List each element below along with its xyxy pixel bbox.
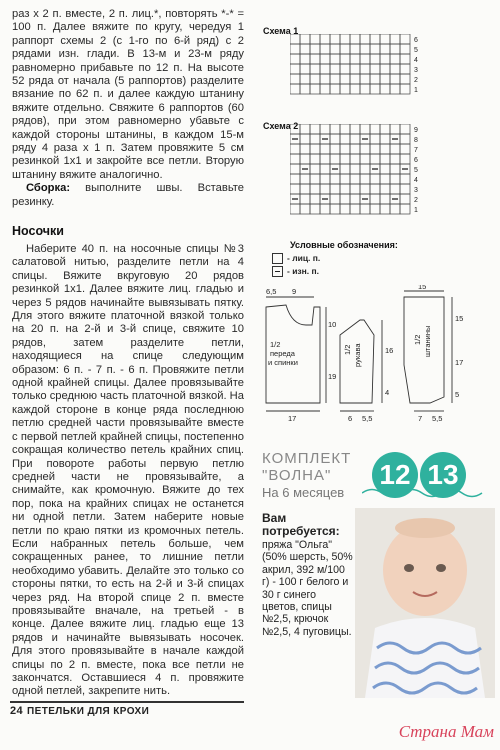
schema-cell bbox=[340, 74, 350, 84]
schema-row-number: 6 bbox=[414, 37, 418, 44]
schema-cell bbox=[370, 194, 380, 204]
schema-cell bbox=[400, 74, 410, 84]
schema-cell bbox=[370, 84, 380, 94]
schema-cell bbox=[310, 84, 320, 94]
front-top-1: 6,5 bbox=[266, 287, 277, 296]
front-label-3: и спинки bbox=[268, 358, 298, 367]
schema-cell bbox=[310, 134, 320, 144]
schema-cell bbox=[290, 144, 300, 154]
schema-cell bbox=[380, 84, 390, 94]
page-footer bbox=[10, 701, 244, 717]
schema-cell bbox=[340, 44, 350, 54]
schema-cell bbox=[400, 54, 410, 64]
schema-cell bbox=[360, 54, 370, 64]
schema-cell bbox=[350, 134, 360, 144]
socks-heading: Носочки bbox=[12, 224, 64, 238]
pants-label-2: штанины bbox=[423, 325, 432, 357]
schema-cell bbox=[300, 34, 310, 44]
sleeve-label-1: 1/2 bbox=[343, 344, 352, 355]
purl-symbol-icon bbox=[272, 266, 283, 277]
schema-cell bbox=[380, 34, 390, 44]
schema-cell bbox=[320, 154, 330, 164]
schema-row-number: 4 bbox=[414, 57, 418, 64]
schema-cell bbox=[400, 154, 410, 164]
schema-cell bbox=[320, 84, 330, 94]
schema1-title: Схема 1 bbox=[263, 26, 299, 36]
schema-cell bbox=[360, 84, 370, 94]
schema-cell bbox=[310, 144, 320, 154]
schema-cell bbox=[360, 74, 370, 84]
schema-cell bbox=[380, 64, 390, 74]
schema-cell bbox=[350, 124, 360, 134]
pants-bottom-1: 7 bbox=[418, 414, 423, 423]
schema2-title: Схема 2 bbox=[263, 121, 299, 131]
schema-cell bbox=[330, 184, 340, 194]
schema-cell bbox=[290, 124, 300, 134]
schema-cell bbox=[380, 184, 390, 194]
schema-cell bbox=[340, 154, 350, 164]
schema-cell bbox=[290, 184, 300, 194]
schema-cell bbox=[370, 74, 380, 84]
paragraph-pants: раз х 2 п. вместе, 2 п. лиц.*, повторять *-* = 100 п. Далее вяжите по кругу, чередуя 1 раппорт схемы 2 (с 1-го по 6-й ряд) с 2 рядами изн. глади. В 13-м и 23-м ряду равномерно прибавьте по 12 п. На высоте 52 ряда от начала (5 раппортов) разделите вязание по 62 п. и далее каждую штанину вяжите отдельно. Свяжите 6 раппортов (60 рядов), при этом равномерно убавьте с каждой стороны штанины, в каждом 15-м ряду 4 раза х 1 п. Затем провяжите 5 см резинкой 1x1 и закройте все петли. Вторую штанину вяжите аналогично. bbox=[12, 8, 244, 181]
schema-cell bbox=[340, 174, 350, 184]
schema-cell bbox=[380, 124, 390, 134]
schema-cell bbox=[350, 154, 360, 164]
schema-cell bbox=[330, 124, 340, 134]
schema-cell bbox=[310, 34, 320, 44]
schema-cell bbox=[300, 134, 310, 144]
schema-cell bbox=[300, 204, 310, 214]
schema-cell bbox=[340, 144, 350, 154]
schema-cell bbox=[340, 164, 350, 174]
schema-cell bbox=[380, 144, 390, 154]
schema-cell bbox=[390, 174, 400, 184]
schema-cell bbox=[360, 34, 370, 44]
schema-cell bbox=[360, 184, 370, 194]
schema-cell bbox=[290, 54, 300, 64]
schema-cell bbox=[360, 144, 370, 154]
schema-row-number: 6 bbox=[414, 157, 418, 164]
sleeve-right-2: 4 bbox=[385, 388, 390, 397]
schema-row-number: 2 bbox=[414, 77, 418, 84]
sleeve-right-1: 16 bbox=[385, 346, 394, 355]
paragraph-socks: Наберите 40 п. на носочные спицы №3 салатовой нитью, разделите петли на 4 спицы. Вяжите вкруговую 20 рядов резинкой 1x1. Далее вяжите лиц. гладью и через 5 рядов начинайте вывязывать пятку. Для этого вяжите платочной вязкой только на 20 п. на 2-й и 3-й спице, свяжите 10 рядов, затем разделите петли, находящиеся на спице следующим образом: 6 п. - 7 п. - 6 п. Провяжите петли одной крайней спицы. Далее провязывайте только среднюю часть платочной вязкой. На каждой стороне в конце ряда последнюю петлю средней части провязывайте вместе с первой петлей крайней спицы, постепенно сокращая количество петель крайних спиц. При повороте работы первую петлю средней части не провязывайте, а снимайте, как кромочную. Вяжите до тех пор, пока на крайних спицах не останется ни одной петли. Затем наберите новые петли по краю пятки из кромочных петель. Если набранных петель больше, чем сокращенных ранее, то лишние петли необходимо убавить. Делайте это только со стороны пятки, то есть на 2-й и 3-й спицах через ряд. На второй спице 2 п. вместе провязывайте вначале, на третьей - в конце. Далее вяжите лиц. гладью еще 13 рядов и начинайте вывязывать носочек. Для этого провязывайте в начале каждой спицы по 2 п. вместе, пока все петли не закончатся. Оставшиеся 4 п. провяжите одной петлей, закрепите нить. bbox=[12, 243, 244, 698]
schema-cell bbox=[390, 204, 400, 214]
schema-cell bbox=[300, 144, 310, 154]
sleeve-bottom-2: 5,5 bbox=[362, 414, 373, 423]
schema-cell bbox=[370, 44, 380, 54]
schema-cell bbox=[340, 124, 350, 134]
schema-cell bbox=[310, 54, 320, 64]
schema-cell bbox=[370, 34, 380, 44]
legend-purl: - изн. п. bbox=[272, 266, 319, 277]
front-label-1: 1/2 bbox=[270, 340, 281, 349]
schema-cell bbox=[300, 44, 310, 54]
schema-cell bbox=[370, 154, 380, 164]
sleeve-bottom-1: 6 bbox=[348, 414, 353, 423]
front-right-1: 10 bbox=[328, 320, 337, 329]
schema-cell bbox=[290, 64, 300, 74]
schema-row-number: 5 bbox=[414, 167, 418, 174]
schema-cell bbox=[290, 154, 300, 164]
schema-cell bbox=[380, 134, 390, 144]
schema-cell bbox=[320, 144, 330, 154]
schema-cell bbox=[320, 164, 330, 174]
schema-cell bbox=[350, 204, 360, 214]
schema-row-number: 8 bbox=[414, 137, 418, 144]
schema-cell bbox=[390, 84, 400, 94]
schema-cell bbox=[310, 184, 320, 194]
schema-cell bbox=[300, 64, 310, 74]
schema-cell bbox=[330, 54, 340, 64]
badge-size-12: 12 bbox=[372, 452, 418, 498]
schema-cell bbox=[390, 124, 400, 134]
materials-heading: Вам потребуется: bbox=[262, 511, 340, 538]
schema-cell bbox=[340, 134, 350, 144]
schema-cell bbox=[300, 174, 310, 184]
materials-box bbox=[262, 512, 354, 638]
schema-cell bbox=[300, 184, 310, 194]
page-number: 24 bbox=[10, 705, 24, 717]
schema-cell bbox=[350, 54, 360, 64]
schema-cell bbox=[290, 84, 300, 94]
pants-right-2: 17 bbox=[455, 358, 464, 367]
pants-right-3: 5 bbox=[455, 390, 460, 399]
schema-cell bbox=[390, 154, 400, 164]
schema-cell bbox=[320, 184, 330, 194]
schema-cell bbox=[300, 54, 310, 64]
schema-cell bbox=[380, 154, 390, 164]
schema-cell bbox=[380, 54, 390, 64]
schema-cell bbox=[390, 44, 400, 54]
schema-cell bbox=[290, 74, 300, 84]
schema-cell bbox=[290, 204, 300, 214]
schema-cell bbox=[310, 174, 320, 184]
schema-cell bbox=[350, 164, 360, 174]
schema-cell bbox=[330, 154, 340, 164]
schema-cell bbox=[320, 34, 330, 44]
schema-cell bbox=[320, 64, 330, 74]
schema-row-number: 2 bbox=[414, 197, 418, 204]
schema-row-number: 3 bbox=[414, 187, 418, 194]
site-watermark: Страна Мам bbox=[398, 722, 494, 741]
schema-cell bbox=[400, 204, 410, 214]
schema-cell bbox=[400, 64, 410, 74]
front-top-2: 9 bbox=[292, 287, 297, 296]
baby-photo bbox=[355, 508, 495, 698]
schema-cell bbox=[330, 194, 340, 204]
schema-cell bbox=[320, 44, 330, 54]
schema-cell bbox=[330, 84, 340, 94]
schema-cell bbox=[310, 64, 320, 74]
schema-cell bbox=[370, 124, 380, 134]
pants-bottom-2: 5,5 bbox=[432, 414, 443, 423]
schema-cell bbox=[390, 144, 400, 154]
schema-cell bbox=[330, 204, 340, 214]
schema-cell bbox=[380, 74, 390, 84]
materials-text: пряжа "Ольга" (50% шерсть, 50% акрил, 392 м/100 г) - 100 г белого и 30 г синего цветов, спицы №2,5, крючок №2,5, 4 пуговицы. bbox=[262, 539, 353, 638]
schema-row-number: 3 bbox=[414, 67, 418, 74]
front-label-2: переда bbox=[270, 349, 295, 358]
schema-row-number: 4 bbox=[414, 177, 418, 184]
schema-cell bbox=[360, 64, 370, 74]
schema-cell bbox=[310, 194, 320, 204]
schema2-grid bbox=[290, 124, 430, 224]
schema-cell bbox=[390, 54, 400, 64]
schema-cell bbox=[400, 174, 410, 184]
schema-cell bbox=[370, 64, 380, 74]
schema-cell bbox=[350, 64, 360, 74]
schema-cell bbox=[370, 204, 380, 214]
schema-cell bbox=[330, 44, 340, 54]
schema-cell bbox=[320, 74, 330, 84]
schema-cell bbox=[400, 194, 410, 204]
schema-cell bbox=[350, 84, 360, 94]
schema-cell bbox=[320, 174, 330, 184]
schema-cell bbox=[350, 194, 360, 204]
magazine-title: ПЕТЕЛЬКИ ДЛЯ КРОХИ bbox=[27, 706, 150, 717]
knit-symbol-icon bbox=[272, 253, 283, 264]
schema-row-number: 5 bbox=[414, 47, 418, 54]
schema-cell bbox=[350, 34, 360, 44]
schema-cell bbox=[390, 34, 400, 44]
sleeve-label-2: рукава bbox=[353, 343, 362, 367]
instructions-socks bbox=[12, 243, 244, 699]
schema-cell bbox=[330, 174, 340, 184]
schema-cell bbox=[340, 84, 350, 94]
schema-cell bbox=[300, 74, 310, 84]
schema-cell bbox=[370, 184, 380, 194]
schema-cell bbox=[340, 64, 350, 74]
schema-cell bbox=[380, 174, 390, 184]
schema-cell bbox=[330, 74, 340, 84]
schema-cell bbox=[360, 154, 370, 164]
pattern-drawings bbox=[254, 285, 500, 435]
schema-cell bbox=[360, 124, 370, 134]
schema-cell bbox=[300, 154, 310, 164]
schema-cell bbox=[310, 44, 320, 54]
badge-size-13: 13 bbox=[420, 452, 466, 498]
schema-cell bbox=[300, 84, 310, 94]
schema-cell bbox=[330, 134, 340, 144]
assembly-text: выполните швы. Вставьте резинку. bbox=[12, 182, 244, 208]
schema-cell bbox=[330, 34, 340, 44]
schema-cell bbox=[390, 164, 400, 174]
legend-knit: - лиц. п. bbox=[272, 253, 320, 264]
schema-cell bbox=[300, 124, 310, 134]
schema-cell bbox=[310, 204, 320, 214]
pants-label-1: 1/2 bbox=[413, 334, 422, 345]
schema-cell bbox=[350, 44, 360, 54]
schema-cell bbox=[290, 174, 300, 184]
schema-cell bbox=[390, 64, 400, 74]
schema-cell bbox=[370, 144, 380, 154]
schema-cell bbox=[390, 184, 400, 194]
schema-cell bbox=[390, 74, 400, 84]
kit-subtitle: На 6 месяцев bbox=[262, 485, 345, 500]
schema-cell bbox=[310, 154, 320, 164]
schema-cell bbox=[340, 184, 350, 194]
schema-cell bbox=[340, 204, 350, 214]
paragraph-assembly bbox=[12, 182, 244, 209]
schema-cell bbox=[360, 44, 370, 54]
schema-cell bbox=[400, 34, 410, 44]
schema-cell bbox=[400, 44, 410, 54]
schema-cell bbox=[370, 134, 380, 144]
schema-cell bbox=[350, 74, 360, 84]
schema-cell bbox=[290, 44, 300, 54]
assembly-label: Сборка: bbox=[26, 182, 71, 195]
instructions-top bbox=[12, 8, 244, 209]
schema-cell bbox=[320, 124, 330, 134]
schema-row-number: 7 bbox=[414, 147, 418, 154]
schema-cell bbox=[340, 54, 350, 64]
schema-row-number: 1 bbox=[414, 87, 418, 94]
schema-cell bbox=[290, 34, 300, 44]
schema-cell bbox=[320, 54, 330, 64]
legend-title: Условные обозначения: bbox=[290, 240, 398, 250]
schema-cell bbox=[380, 164, 390, 174]
schema-cell bbox=[290, 164, 300, 174]
schema-cell bbox=[340, 34, 350, 44]
schema-cell bbox=[310, 164, 320, 174]
schema-cell bbox=[350, 174, 360, 184]
schema-cell bbox=[370, 174, 380, 184]
front-right-2: 19 bbox=[328, 372, 337, 381]
schema-cell bbox=[400, 84, 410, 94]
schema-cell bbox=[330, 64, 340, 74]
schema-row-number: 1 bbox=[414, 207, 418, 214]
schema-cell bbox=[330, 144, 340, 154]
wave-decoration-icon bbox=[362, 486, 492, 500]
kit-title: КОМПЛЕКТ "ВОЛНА" bbox=[262, 450, 352, 484]
schema-cell bbox=[350, 144, 360, 154]
schema-cell bbox=[300, 194, 310, 204]
schema-cell bbox=[380, 204, 390, 214]
pants-top: 15 bbox=[418, 285, 427, 291]
schema-cell bbox=[380, 194, 390, 204]
schema1-grid bbox=[290, 34, 430, 104]
schema-cell bbox=[360, 174, 370, 184]
schema-cell bbox=[370, 54, 380, 64]
schema-cell bbox=[340, 194, 350, 204]
schema-row-number: 9 bbox=[414, 127, 418, 134]
schema-cell bbox=[400, 124, 410, 134]
schema-cell bbox=[400, 134, 410, 144]
schema-cell bbox=[400, 144, 410, 154]
schema-cell bbox=[400, 184, 410, 194]
schema-cell bbox=[380, 44, 390, 54]
schema-cell bbox=[350, 184, 360, 194]
schema-cell bbox=[320, 204, 330, 214]
pants-right-1: 15 bbox=[455, 314, 464, 323]
schema-cell bbox=[360, 204, 370, 214]
schema-cell bbox=[310, 74, 320, 84]
schema-cell bbox=[360, 164, 370, 174]
front-bottom: 17 bbox=[288, 414, 297, 423]
schema-cell bbox=[310, 124, 320, 134]
